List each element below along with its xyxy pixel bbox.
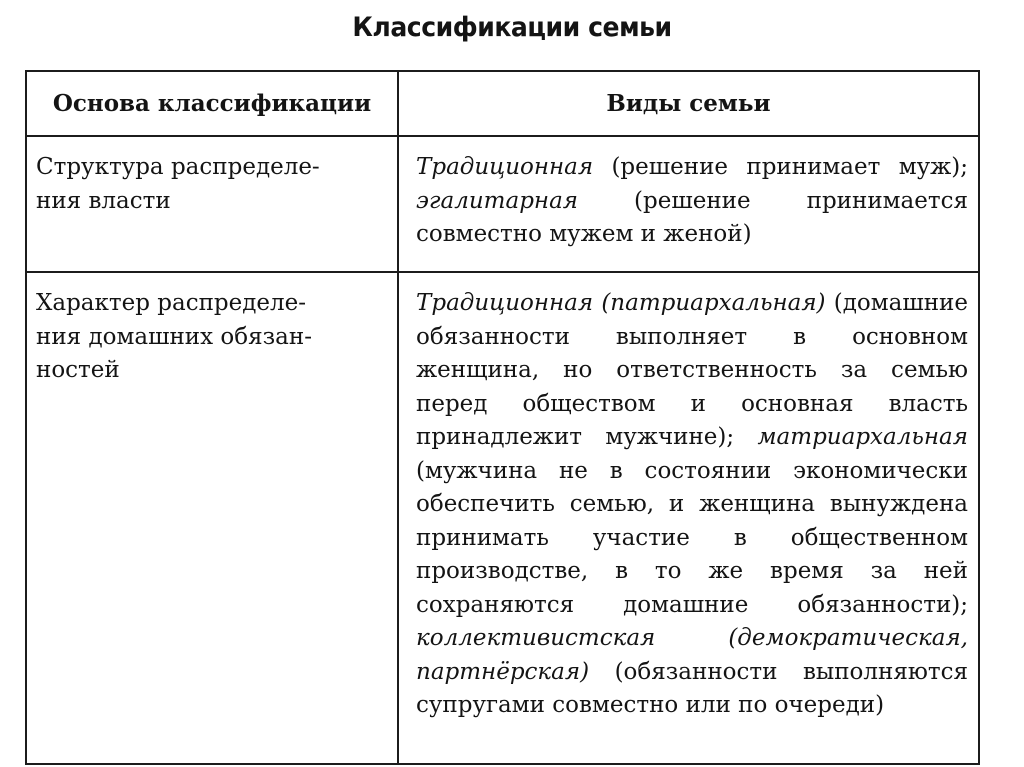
family-type-term: эгалитарная	[416, 187, 579, 214]
table-row	[26, 136, 979, 272]
family-type-description: (решение принимает муж);	[593, 154, 968, 180]
basis-line: ния власти	[36, 187, 171, 214]
family-type-term: Традиционная (патриархальная)	[416, 290, 826, 316]
header-basis: Основа классификации	[26, 71, 398, 136]
family-type-description: (обязанности выполняются супругами совместно или по очереди)	[416, 658, 968, 718]
table-row	[26, 272, 979, 764]
basis-line: Структура распределе-	[36, 154, 320, 180]
family-type-description: (домашние обязанности выполняет в основном женщина, но ответственность за семью перед обществом и основная власть принадлежит мужчине);	[416, 290, 968, 450]
page-title: Классификации семьи	[352, 12, 672, 43]
header-family-types: Виды семьи	[398, 71, 979, 136]
basis-cell	[26, 272, 398, 764]
family-type-term: коллективистская (демократическая, партнёрская)	[416, 625, 968, 685]
classification-table	[25, 70, 980, 765]
basis-cell	[26, 136, 398, 272]
basis-line: ния домашних обязан-	[36, 323, 312, 350]
family-type-term: Традиционная	[416, 154, 594, 180]
family-types-cell	[398, 272, 979, 764]
basis-line: ностей	[36, 357, 120, 383]
table-header-row	[26, 71, 979, 136]
family-type-description: (мужчина не в состоянии экономически обеспечить семью, и женщина вынуждена принимать участие в общественном производстве, в то же время за ней сохраняются домашние обязанности);	[416, 457, 968, 618]
basis-line: Характер распределе-	[36, 290, 307, 316]
family-type-description: (решение принимается совместно мужем и женой)	[416, 187, 968, 247]
family-type-term: матриархальная	[757, 424, 968, 450]
family-types-cell	[398, 136, 979, 272]
